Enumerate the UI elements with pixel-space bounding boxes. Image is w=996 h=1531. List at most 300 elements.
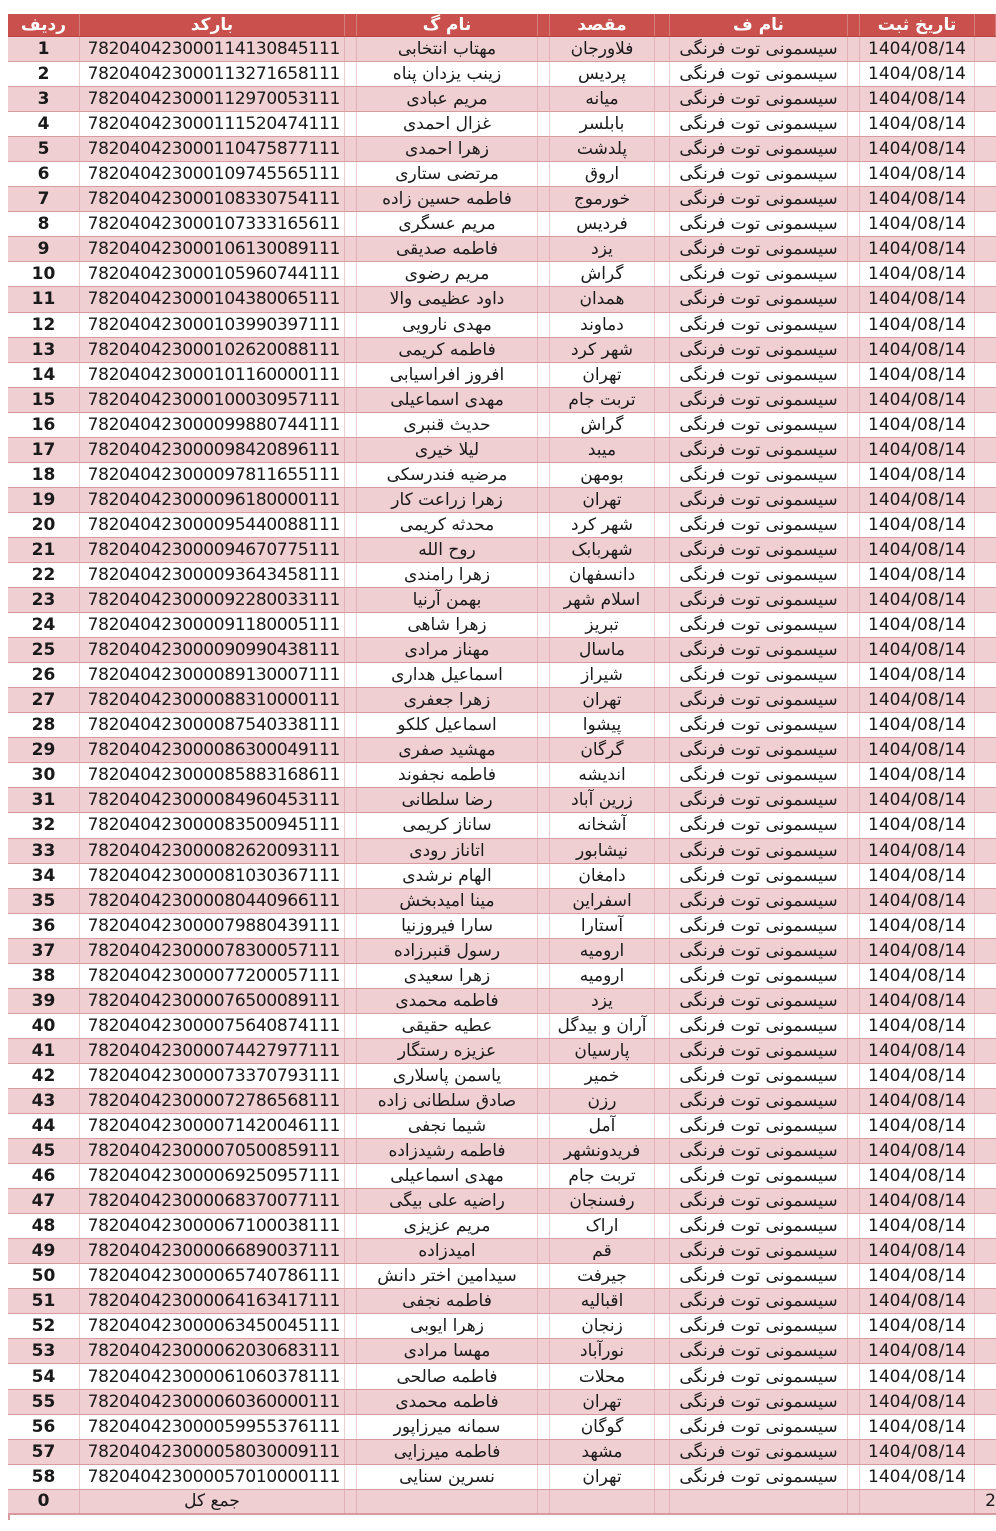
barcode-cell[interactable]: 782040423000063450045111 (80, 1314, 345, 1338)
date-cell[interactable]: 1404/08/14 (860, 1064, 975, 1088)
date-cell[interactable]: 1404/08/14 (860, 1239, 975, 1263)
row-index[interactable]: 39 (8, 989, 80, 1013)
date-cell[interactable]: 1404/08/14 (860, 1339, 975, 1363)
row-index[interactable]: 2 (8, 62, 80, 86)
barcode-cell[interactable]: 782040423000067100038111 (80, 1214, 345, 1238)
barcode-cell[interactable]: 782040423000090990438111 (80, 638, 345, 662)
row-index[interactable]: 3 (8, 87, 80, 111)
destination-cell[interactable]: رزن (550, 1089, 655, 1113)
row-index[interactable]: 50 (8, 1264, 80, 1288)
barcode-cell[interactable]: 782040423000065740786111 (80, 1264, 345, 1288)
date-cell[interactable]: 1404/08/14 (860, 1214, 975, 1238)
barcode-cell[interactable]: 782040423000113271658111 (80, 62, 345, 86)
destination-cell[interactable]: بابلسر (550, 112, 655, 136)
row-index[interactable]: 5 (8, 137, 80, 161)
barcode-cell[interactable]: 782040423000057010000111 (80, 1465, 345, 1489)
row-index[interactable]: 45 (8, 1139, 80, 1163)
barcode-cell[interactable]: 782040423000073370793111 (80, 1064, 345, 1088)
total-first-name-cell[interactable] (670, 1490, 848, 1513)
destination-cell[interactable]: میبد (550, 438, 655, 462)
barcode-cell[interactable]: 782040423000110475877111 (80, 137, 345, 161)
last-name-cell[interactable]: الهام نرشدی (357, 864, 538, 888)
row-index[interactable]: 38 (8, 964, 80, 988)
row-index[interactable]: 25 (8, 638, 80, 662)
barcode-cell[interactable]: 782040423000109745565111 (80, 162, 345, 186)
destination-cell[interactable]: میانه (550, 87, 655, 111)
destination-cell[interactable]: مشهد (550, 1440, 655, 1464)
last-name-cell[interactable]: فاطمه میرزایی (357, 1440, 538, 1464)
first-name-cell[interactable]: سیسمونی توت فرنگی (670, 1039, 848, 1063)
destination-cell[interactable]: تهران (550, 688, 655, 712)
destination-cell[interactable]: نیشابور (550, 839, 655, 863)
destination-cell[interactable]: آمل (550, 1114, 655, 1138)
row-index[interactable]: 24 (8, 613, 80, 637)
destination-cell[interactable]: دانسفهان (550, 563, 655, 587)
last-name-cell[interactable]: فاطمه محمدی (357, 989, 538, 1013)
destination-cell[interactable]: یزد (550, 989, 655, 1013)
first-name-cell[interactable]: سیسمونی توت فرنگی (670, 262, 848, 286)
last-name-cell[interactable]: فاطمه صدیقی (357, 237, 538, 261)
row-index[interactable]: 49 (8, 1239, 80, 1263)
last-name-cell[interactable]: زینب یزدان پناه (357, 62, 538, 86)
first-name-cell[interactable]: سیسمونی توت فرنگی (670, 1289, 848, 1313)
date-cell[interactable]: 1404/08/14 (860, 1364, 975, 1388)
first-name-cell[interactable]: سیسمونی توت فرنگی (670, 964, 848, 988)
barcode-cell[interactable]: 782040423000096180000111 (80, 488, 345, 512)
date-cell[interactable]: 1404/08/14 (860, 1089, 975, 1113)
row-index[interactable]: 54 (8, 1364, 80, 1388)
destination-cell[interactable]: دامغان (550, 864, 655, 888)
barcode-cell[interactable]: 782040423000114130845111 (80, 37, 345, 61)
first-name-cell[interactable]: سیسمونی توت فرنگی (670, 1415, 848, 1439)
destination-cell[interactable]: زرین آباد (550, 788, 655, 812)
destination-cell[interactable]: یزد (550, 237, 655, 261)
last-name-cell[interactable]: صادق سلطانی زاده (357, 1089, 538, 1113)
barcode-cell[interactable]: 782040423000059955376111 (80, 1415, 345, 1439)
date-cell[interactable]: 1404/08/14 (860, 338, 975, 362)
barcode-cell[interactable]: 782040423000068370077111 (80, 1189, 345, 1213)
date-cell[interactable]: 1404/08/14 (860, 763, 975, 787)
date-cell[interactable]: 1404/08/14 (860, 588, 975, 612)
barcode-cell[interactable]: 782040423000093643458111 (80, 563, 345, 587)
barcode-cell[interactable]: 782040423000058030009111 (80, 1440, 345, 1464)
date-cell[interactable]: 1404/08/14 (860, 989, 975, 1013)
date-cell[interactable]: 1404/08/14 (860, 363, 975, 387)
row-index[interactable]: 11 (8, 287, 80, 311)
total-index[interactable]: 0 (8, 1490, 80, 1513)
first-name-cell[interactable]: سیسمونی توت فرنگی (670, 1214, 848, 1238)
first-name-cell[interactable]: سیسمونی توت فرنگی (670, 839, 848, 863)
last-name-cell[interactable]: فاطمه نجفوند (357, 763, 538, 787)
first-name-cell[interactable]: سیسمونی توت فرنگی (670, 864, 848, 888)
header-destination[interactable]: مقصد (550, 14, 655, 36)
first-name-cell[interactable]: سیسمونی توت فرنگی (670, 889, 848, 913)
last-name-cell[interactable]: ساناز کریمی (357, 813, 538, 837)
barcode-cell[interactable]: 782040423000094670775111 (80, 538, 345, 562)
barcode-cell[interactable]: 782040423000060360000111 (80, 1390, 345, 1414)
date-cell[interactable]: 1404/08/14 (860, 1114, 975, 1138)
barcode-cell[interactable]: 782040423000076500089111 (80, 989, 345, 1013)
destination-cell[interactable]: جیرفت (550, 1264, 655, 1288)
first-name-cell[interactable]: سیسمونی توت فرنگی (670, 588, 848, 612)
row-index[interactable]: 28 (8, 713, 80, 737)
date-cell[interactable]: 1404/08/14 (860, 488, 975, 512)
first-name-cell[interactable]: سیسمونی توت فرنگی (670, 1014, 848, 1038)
barcode-cell[interactable]: 782040423000066890037111 (80, 1239, 345, 1263)
destination-cell[interactable]: آران و بیدگل (550, 1014, 655, 1038)
last-name-cell[interactable]: مهدی نارویی (357, 313, 538, 337)
barcode-cell[interactable]: 782040423000075640874111 (80, 1014, 345, 1038)
date-cell[interactable]: 1404/08/14 (860, 37, 975, 61)
destination-cell[interactable]: نورآباد (550, 1339, 655, 1363)
first-name-cell[interactable]: سیسمونی توت فرنگی (670, 788, 848, 812)
destination-cell[interactable]: رفسنجان (550, 1189, 655, 1213)
first-name-cell[interactable]: سیسمونی توت فرنگی (670, 212, 848, 236)
first-name-cell[interactable]: سیسمونی توت فرنگی (670, 338, 848, 362)
destination-cell[interactable]: ارومیه (550, 964, 655, 988)
destination-cell[interactable]: گراش (550, 262, 655, 286)
barcode-cell[interactable]: 782040423000079880439111 (80, 914, 345, 938)
first-name-cell[interactable]: سیسمونی توت فرنگی (670, 1089, 848, 1113)
first-name-cell[interactable]: سیسمونی توت فرنگی (670, 1139, 848, 1163)
last-name-cell[interactable]: فاطمه صالحی (357, 1364, 538, 1388)
barcode-cell[interactable]: 782040423000071420046111 (80, 1114, 345, 1138)
date-cell[interactable]: 1404/08/14 (860, 438, 975, 462)
last-name-cell[interactable]: مریم رضوی (357, 262, 538, 286)
barcode-cell[interactable]: 782040423000070500859111 (80, 1139, 345, 1163)
first-name-cell[interactable]: سیسمونی توت فرنگی (670, 688, 848, 712)
barcode-cell[interactable]: 782040423000097811655111 (80, 463, 345, 487)
date-cell[interactable]: 1404/08/14 (860, 1039, 975, 1063)
header-date[interactable]: تاریخ ثبت (860, 14, 975, 36)
row-index[interactable]: 37 (8, 939, 80, 963)
row-index[interactable]: 4 (8, 112, 80, 136)
row-index[interactable]: 58 (8, 1465, 80, 1489)
last-name-cell[interactable]: مهشید صفری (357, 738, 538, 762)
row-index[interactable]: 22 (8, 563, 80, 587)
date-cell[interactable]: 1404/08/14 (860, 538, 975, 562)
barcode-cell[interactable]: 782040423000091180005111 (80, 613, 345, 637)
destination-cell[interactable]: اندیشه (550, 763, 655, 787)
last-name-cell[interactable]: مهدی اسماعیلی (357, 1164, 538, 1188)
barcode-cell[interactable]: 782040423000061060378111 (80, 1364, 345, 1388)
last-name-cell[interactable]: مریم عزیزی (357, 1214, 538, 1238)
destination-cell[interactable]: زنجان (550, 1314, 655, 1338)
destination-cell[interactable]: تهران (550, 1390, 655, 1414)
destination-cell[interactable]: خمیر (550, 1064, 655, 1088)
header-last-name[interactable]: نام گ (357, 14, 538, 36)
row-index[interactable]: 16 (8, 413, 80, 437)
row-index[interactable]: 15 (8, 388, 80, 412)
date-cell[interactable]: 1404/08/14 (860, 1164, 975, 1188)
barcode-cell[interactable]: 782040423000087540338111 (80, 713, 345, 737)
date-cell[interactable]: 1404/08/14 (860, 939, 975, 963)
row-index[interactable]: 40 (8, 1014, 80, 1038)
last-name-cell[interactable]: فاطمه رشیدزاده (357, 1139, 538, 1163)
first-name-cell[interactable]: سیسمونی توت فرنگی (670, 62, 848, 86)
date-cell[interactable]: 1404/08/14 (860, 62, 975, 86)
last-name-cell[interactable]: مهتاب انتخابی (357, 37, 538, 61)
date-cell[interactable]: 1404/08/14 (860, 413, 975, 437)
barcode-cell[interactable]: 782040423000078300057111 (80, 939, 345, 963)
last-name-cell[interactable]: زهرا ایوبی (357, 1314, 538, 1338)
date-cell[interactable]: 1404/08/14 (860, 738, 975, 762)
last-name-cell[interactable]: روح الله (357, 538, 538, 562)
row-index[interactable]: 31 (8, 788, 80, 812)
barcode-cell[interactable]: 782040423000077200057111 (80, 964, 345, 988)
last-name-cell[interactable]: یاسمن پاسلاری (357, 1064, 538, 1088)
barcode-cell[interactable]: 782040423000072786568111 (80, 1089, 345, 1113)
row-index[interactable]: 8 (8, 212, 80, 236)
last-name-cell[interactable]: رضا سلطانی (357, 788, 538, 812)
date-cell[interactable]: 1404/08/14 (860, 187, 975, 211)
row-index[interactable]: 46 (8, 1164, 80, 1188)
row-index[interactable]: 23 (8, 588, 80, 612)
row-index[interactable]: 7 (8, 187, 80, 211)
destination-cell[interactable]: شهربابک (550, 538, 655, 562)
barcode-cell[interactable]: 782040423000101160000111 (80, 363, 345, 387)
first-name-cell[interactable]: سیسمونی توت فرنگی (670, 989, 848, 1013)
row-index[interactable]: 21 (8, 538, 80, 562)
last-name-cell[interactable]: رسول قنبرزاده (357, 939, 538, 963)
last-name-cell[interactable]: زهرا زراعت کار (357, 488, 538, 512)
row-index[interactable]: 36 (8, 914, 80, 938)
barcode-cell[interactable]: 782040423000062030683111 (80, 1339, 345, 1363)
row-index[interactable]: 12 (8, 313, 80, 337)
date-cell[interactable]: 1404/08/14 (860, 1415, 975, 1439)
last-name-cell[interactable]: سارا فیروزنیا (357, 914, 538, 938)
last-name-cell[interactable]: زهرا جعفری (357, 688, 538, 712)
barcode-cell[interactable]: 782040423000064163417111 (80, 1289, 345, 1313)
barcode-cell[interactable]: 782040423000083500945111 (80, 813, 345, 837)
row-index[interactable]: 56 (8, 1415, 80, 1439)
destination-cell[interactable]: گرگان (550, 738, 655, 762)
row-index[interactable]: 18 (8, 463, 80, 487)
destination-cell[interactable]: پردیس (550, 62, 655, 86)
first-name-cell[interactable]: سیسمونی توت فرنگی (670, 1465, 848, 1489)
destination-cell[interactable]: آستارا (550, 914, 655, 938)
first-name-cell[interactable]: سیسمونی توت فرنگی (670, 438, 848, 462)
barcode-cell[interactable]: 782040423000092280033111 (80, 588, 345, 612)
date-cell[interactable]: 1404/08/14 (860, 889, 975, 913)
row-index[interactable]: 10 (8, 262, 80, 286)
first-name-cell[interactable]: سیسمونی توت فرنگی (670, 738, 848, 762)
first-name-cell[interactable]: سیسمونی توت فرنگی (670, 287, 848, 311)
destination-cell[interactable]: اقبالیه (550, 1289, 655, 1313)
destination-cell[interactable]: شهر کرد (550, 513, 655, 537)
first-name-cell[interactable]: سیسمونی توت فرنگی (670, 1239, 848, 1263)
date-cell[interactable]: 1404/08/14 (860, 1189, 975, 1213)
last-name-cell[interactable]: مریم عبادی (357, 87, 538, 111)
row-index[interactable]: 35 (8, 889, 80, 913)
destination-cell[interactable]: گراش (550, 413, 655, 437)
date-cell[interactable]: 1404/08/14 (860, 1289, 975, 1313)
destination-cell[interactable]: تربت جام (550, 1164, 655, 1188)
row-index[interactable]: 44 (8, 1114, 80, 1138)
barcode-cell[interactable]: 782040423000074427977111 (80, 1039, 345, 1063)
last-name-cell[interactable]: سیدامین اختر دانش (357, 1264, 538, 1288)
last-name-cell[interactable]: مهسا مرادی (357, 1339, 538, 1363)
last-name-cell[interactable]: مرضیه فندرسکی (357, 463, 538, 487)
destination-cell[interactable]: فردیس (550, 212, 655, 236)
destination-cell[interactable]: ماسال (550, 638, 655, 662)
row-index[interactable]: 9 (8, 237, 80, 261)
destination-cell[interactable]: تهران (550, 488, 655, 512)
destination-cell[interactable]: پارسیان (550, 1039, 655, 1063)
date-cell[interactable]: 1404/08/14 (860, 914, 975, 938)
first-name-cell[interactable]: سیسمونی توت فرنگی (670, 513, 848, 537)
last-name-cell[interactable]: فاطمه حسین زاده (357, 187, 538, 211)
first-name-cell[interactable]: سیسمونی توت فرنگی (670, 363, 848, 387)
row-index[interactable]: 27 (8, 688, 80, 712)
date-cell[interactable]: 1404/08/14 (860, 262, 975, 286)
row-index[interactable]: 43 (8, 1089, 80, 1113)
row-index[interactable]: 51 (8, 1289, 80, 1313)
destination-cell[interactable]: اراک (550, 1214, 655, 1238)
first-name-cell[interactable]: سیسمونی توت فرنگی (670, 187, 848, 211)
last-name-cell[interactable]: شیما نجفی (357, 1114, 538, 1138)
first-name-cell[interactable]: سیسمونی توت فرنگی (670, 488, 848, 512)
first-name-cell[interactable]: سیسمونی توت فرنگی (670, 1264, 848, 1288)
date-cell[interactable]: 1404/08/14 (860, 1314, 975, 1338)
first-name-cell[interactable]: سیسمونی توت فرنگی (670, 1339, 848, 1363)
date-cell[interactable]: 1404/08/14 (860, 1390, 975, 1414)
last-name-cell[interactable]: افروز افراسیابی (357, 363, 538, 387)
destination-cell[interactable]: شهر کرد (550, 338, 655, 362)
row-index[interactable]: 47 (8, 1189, 80, 1213)
date-cell[interactable]: 1404/08/14 (860, 563, 975, 587)
last-name-cell[interactable]: زهرا سعیدی (357, 964, 538, 988)
last-name-cell[interactable]: اسماعیل هداری (357, 663, 538, 687)
barcode-cell[interactable]: 782040423000103990397111 (80, 313, 345, 337)
date-cell[interactable]: 1404/08/14 (860, 287, 975, 311)
first-name-cell[interactable]: سیسمونی توت فرنگی (670, 663, 848, 687)
row-index[interactable]: 1 (8, 37, 80, 61)
barcode-cell[interactable]: 782040423000108330754111 (80, 187, 345, 211)
date-cell[interactable]: 1404/08/14 (860, 463, 975, 487)
first-name-cell[interactable]: سیسمونی توت فرنگی (670, 112, 848, 136)
destination-cell[interactable]: اسلام شهر (550, 588, 655, 612)
barcode-cell[interactable]: 782040423000082620093111 (80, 839, 345, 863)
row-index[interactable]: 42 (8, 1064, 80, 1088)
destination-cell[interactable]: تربت جام (550, 388, 655, 412)
first-name-cell[interactable]: سیسمونی توت فرنگی (670, 388, 848, 412)
first-name-cell[interactable]: سیسمونی توت فرنگی (670, 763, 848, 787)
date-cell[interactable]: 1404/08/14 (860, 388, 975, 412)
first-name-cell[interactable]: سیسمونی توت فرنگی (670, 939, 848, 963)
barcode-cell[interactable]: 782040423000102620088111 (80, 338, 345, 362)
destination-cell[interactable]: محلات (550, 1364, 655, 1388)
barcode-cell[interactable]: 782040423000081030367111 (80, 864, 345, 888)
row-index[interactable]: 6 (8, 162, 80, 186)
last-name-cell[interactable]: غزال احمدی (357, 112, 538, 136)
row-index[interactable]: 48 (8, 1214, 80, 1238)
last-name-cell[interactable]: عطیه حقیقی (357, 1014, 538, 1038)
first-name-cell[interactable]: سیسمونی توت فرنگی (670, 1314, 848, 1338)
date-cell[interactable]: 1404/08/14 (860, 1465, 975, 1489)
last-name-cell[interactable]: محدثه کریمی (357, 513, 538, 537)
first-name-cell[interactable]: سیسمونی توت فرنگی (670, 1114, 848, 1138)
last-name-cell[interactable]: فاطمه نجفی (357, 1289, 538, 1313)
first-name-cell[interactable]: سیسمونی توت فرنگی (670, 1364, 848, 1388)
barcode-cell[interactable]: 782040423000095440088111 (80, 513, 345, 537)
date-cell[interactable]: 1404/08/14 (860, 713, 975, 737)
destination-cell[interactable]: تهران (550, 363, 655, 387)
row-index[interactable]: 33 (8, 839, 80, 863)
barcode-cell[interactable]: 782040423000105960744111 (80, 262, 345, 286)
header-index[interactable]: ردیف (8, 14, 80, 36)
destination-cell[interactable]: قم (550, 1239, 655, 1263)
destination-cell[interactable]: تبریز (550, 613, 655, 637)
first-name-cell[interactable]: سیسمونی توت فرنگی (670, 563, 848, 587)
barcode-cell[interactable]: 782040423000089130007111 (80, 663, 345, 687)
date-cell[interactable]: 1404/08/14 (860, 839, 975, 863)
date-cell[interactable]: 1404/08/14 (860, 162, 975, 186)
destination-cell[interactable]: گوگان (550, 1415, 655, 1439)
date-cell[interactable]: 1404/08/14 (860, 313, 975, 337)
barcode-cell[interactable]: 782040423000104380065111 (80, 287, 345, 311)
barcode-cell[interactable]: 782040423000069250957111 (80, 1164, 345, 1188)
first-name-cell[interactable]: سیسمونی توت فرنگی (670, 313, 848, 337)
destination-cell[interactable]: اروق (550, 162, 655, 186)
row-index[interactable]: 13 (8, 338, 80, 362)
destination-cell[interactable]: ارومیه (550, 939, 655, 963)
destination-cell[interactable]: آشخانه (550, 813, 655, 837)
barcode-cell[interactable]: 782040423000088310000111 (80, 688, 345, 712)
date-cell[interactable]: 1404/08/14 (860, 1014, 975, 1038)
barcode-cell[interactable]: 782040423000099880744111 (80, 413, 345, 437)
date-cell[interactable]: 1404/08/14 (860, 1440, 975, 1464)
header-first-name[interactable]: نام ف (670, 14, 848, 36)
first-name-cell[interactable]: سیسمونی توت فرنگی (670, 413, 848, 437)
row-index[interactable]: 32 (8, 813, 80, 837)
total-last-name-cell[interactable] (357, 1490, 538, 1513)
first-name-cell[interactable]: سیسمونی توت فرنگی (670, 137, 848, 161)
date-cell[interactable]: 1404/08/14 (860, 613, 975, 637)
last-name-cell[interactable]: داود عظیمی والا (357, 287, 538, 311)
last-name-cell[interactable]: فاطمه کریمی (357, 338, 538, 362)
header-barcode[interactable]: بارکد (80, 14, 345, 36)
barcode-cell[interactable]: 782040423000106130089111 (80, 237, 345, 261)
barcode-cell[interactable]: 782040423000084960453111 (80, 788, 345, 812)
row-index[interactable]: 29 (8, 738, 80, 762)
first-name-cell[interactable]: سیسمونی توت فرنگی (670, 1440, 848, 1464)
last-name-cell[interactable]: مهدی اسماعیلی (357, 388, 538, 412)
row-index[interactable]: 34 (8, 864, 80, 888)
first-name-cell[interactable]: سیسمونی توت فرنگی (670, 1164, 848, 1188)
total-destination-cell[interactable] (550, 1490, 655, 1513)
total-date-cell[interactable] (860, 1490, 975, 1513)
last-name-cell[interactable]: فاطمه محمدی (357, 1390, 538, 1414)
last-name-cell[interactable]: لیلا خیری (357, 438, 538, 462)
last-name-cell[interactable]: نسرین سنایی (357, 1465, 538, 1489)
date-cell[interactable]: 1404/08/14 (860, 87, 975, 111)
row-index[interactable]: 14 (8, 363, 80, 387)
row-index[interactable]: 41 (8, 1039, 80, 1063)
destination-cell[interactable]: فلاورجان (550, 37, 655, 61)
first-name-cell[interactable]: سیسمونی توت فرنگی (670, 1390, 848, 1414)
last-name-cell[interactable]: اتاناز رودی (357, 839, 538, 863)
total-edge-value[interactable]: 2 (985, 1491, 996, 1512)
destination-cell[interactable]: همدان (550, 287, 655, 311)
destination-cell[interactable]: اسفراین (550, 889, 655, 913)
destination-cell[interactable]: شیراز (550, 663, 655, 687)
first-name-cell[interactable]: سیسمونی توت فرنگی (670, 162, 848, 186)
row-index[interactable]: 26 (8, 663, 80, 687)
date-cell[interactable]: 1404/08/14 (860, 137, 975, 161)
barcode-cell[interactable]: 782040423000085883168611 (80, 763, 345, 787)
destination-cell[interactable]: خورموج (550, 187, 655, 211)
